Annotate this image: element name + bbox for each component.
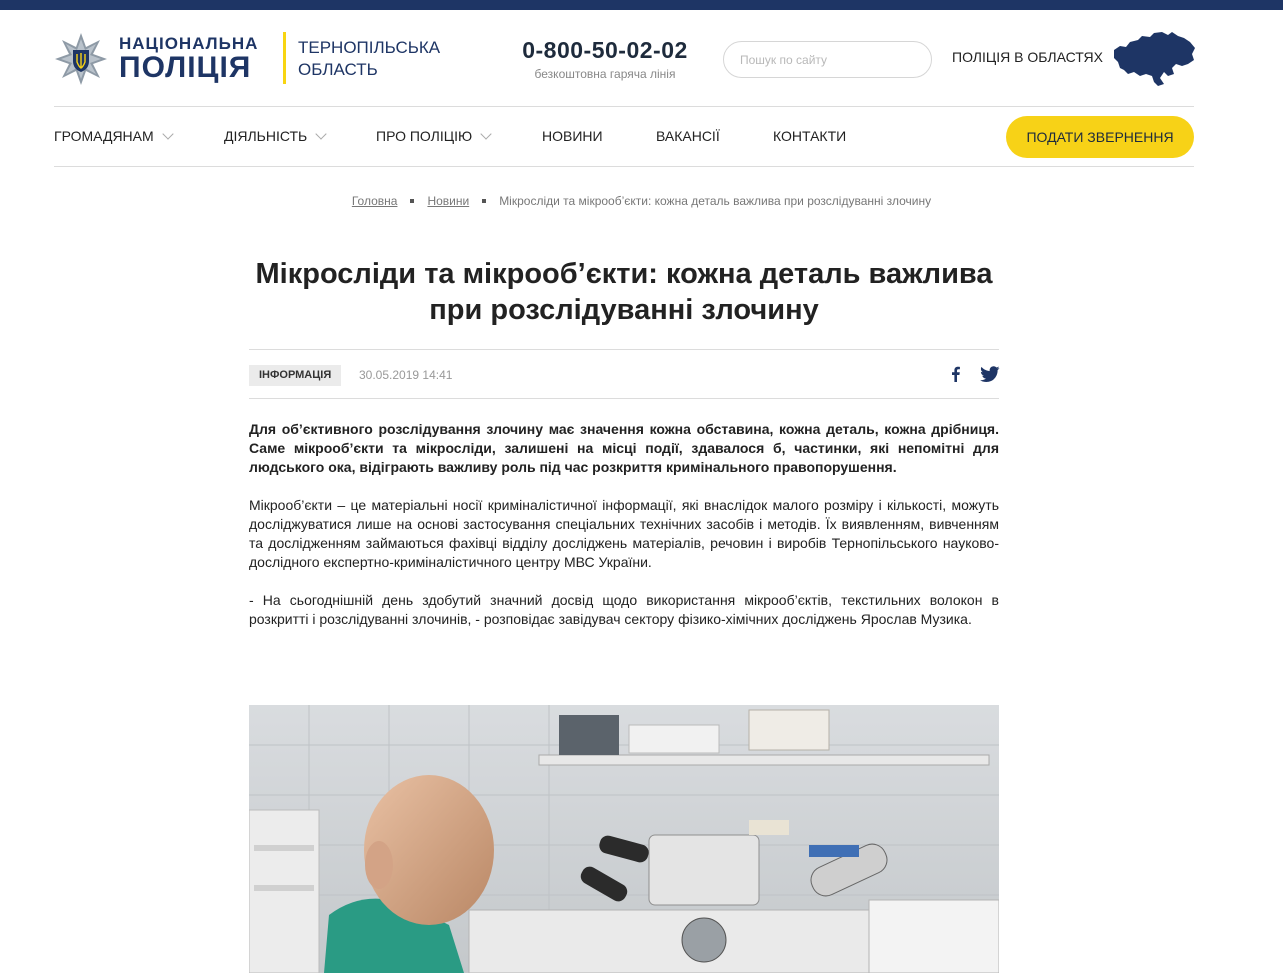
logo-divider: [283, 32, 286, 84]
nav-item-vacancies[interactable]: [656, 107, 720, 166]
breadcrumb-separator: [410, 199, 414, 203]
article-paragraph: Мікрооб’єкти – це матеріальні носії криміналістичної інформації, які внаслідок малого розміру і кількості, можуть досліджуватися лише на основі застосування спеціальних технічних засобів і методів. Їх виявленням, вивченням та дослідженням займаються фахівці відділу досліджень матеріалів, речовин і виробів Тернопільського науково-дослідного експертно-криміналістичного центру МВС України.: [249, 497, 999, 570]
chevron-down-icon: [480, 128, 491, 139]
chevron-down-icon: [316, 128, 327, 139]
hotline-caption: безкоштовна гаряча лінія: [534, 67, 676, 81]
publish-date: 30.05.2019 14:41: [359, 368, 453, 382]
breadcrumb: [0, 194, 1283, 208]
article-photo: [249, 705, 999, 973]
region-name: [298, 37, 440, 81]
article-lead: Для об’єктивного розслідування злочину має значення кожна обставина, кожна деталь, кожна дрібниця. Саме мікрооб’єкти та мікросліди, залишені на місці події, здавалося б, частинки, які непомітні для людського ока, відіграють важливу роль під час розкриття кримінального правопорушення.: [249, 421, 999, 475]
nav-label: ПРО ПОЛІЦІЮ: [376, 128, 473, 144]
search-box: [723, 41, 932, 78]
ukraine-map-icon[interactable]: [1112, 28, 1196, 88]
nav-label: ДІЯЛЬНІСТЬ: [224, 128, 308, 144]
logo-line2: ПОЛІЦІЯ: [119, 51, 252, 84]
article-paragraph: - На сьогоднішній день здобутий значний досвід щодо використання мікрооб’єктів, текстильних волокон в розкритті і розслідуванні злочинів, - розповідає завідувач сектору фізико-хімічних досліджень Ярослав Музика.: [249, 592, 999, 627]
hotline-number[interactable]: 0-800-50-02-02: [522, 37, 688, 63]
search-input[interactable]: [724, 42, 931, 77]
police-star-badge-icon[interactable]: [54, 32, 108, 86]
logo-text[interactable]: [119, 35, 258, 83]
nav-label: ВАКАНСІЇ: [656, 128, 720, 144]
breadcrumb-home[interactable]: Головна: [351, 194, 398, 208]
breadcrumb-current: Мікросліди та мікрооб’єкти: кожна деталь важлива при розслідуванні злочину: [499, 194, 932, 208]
nav-item-news[interactable]: [542, 107, 603, 166]
region-line2: ОБЛАСТЬ: [298, 60, 378, 79]
submit-appeal-button[interactable]: ПОДАТИ ЗВЕРНЕННЯ: [1006, 116, 1194, 158]
nav-item-activity[interactable]: [224, 107, 325, 166]
logo-line1: НАЦІОНАЛЬНА: [119, 34, 259, 53]
breadcrumb-separator: [482, 199, 486, 203]
nav-label: ГРОМАДЯНАМ: [54, 128, 154, 144]
nav-item-citizens[interactable]: [54, 107, 172, 166]
twitter-icon[interactable]: [980, 365, 1000, 383]
nav-label: КОНТАКТИ: [773, 128, 847, 144]
hotline: [504, 37, 706, 81]
breadcrumb-news[interactable]: Новини: [427, 194, 470, 208]
article-title: Мікросліди та мікрооб’єкти: кожна деталь важлива при розслідуванні злочину: [255, 258, 993, 326]
main-nav: [54, 106, 1194, 167]
article-photo-image: [249, 705, 999, 973]
nav-item-about[interactable]: [376, 107, 490, 166]
category-tag[interactable]: ІНФОРМАЦІЯ: [249, 365, 341, 386]
nav-label: НОВИНИ: [542, 128, 603, 144]
chevron-down-icon: [162, 128, 173, 139]
article-meta: [249, 349, 999, 399]
top-accent-bar: [0, 0, 1283, 10]
regions-link[interactable]: ПОЛІЦІЯ В ОБЛАСТЯХ: [952, 49, 1103, 65]
facebook-icon[interactable]: [947, 365, 965, 383]
article-body: [249, 420, 999, 648]
region-line1: ТЕРНОПІЛЬСЬКА: [298, 38, 441, 57]
nav-item-contacts[interactable]: [773, 107, 846, 166]
site-header: [54, 10, 1194, 106]
